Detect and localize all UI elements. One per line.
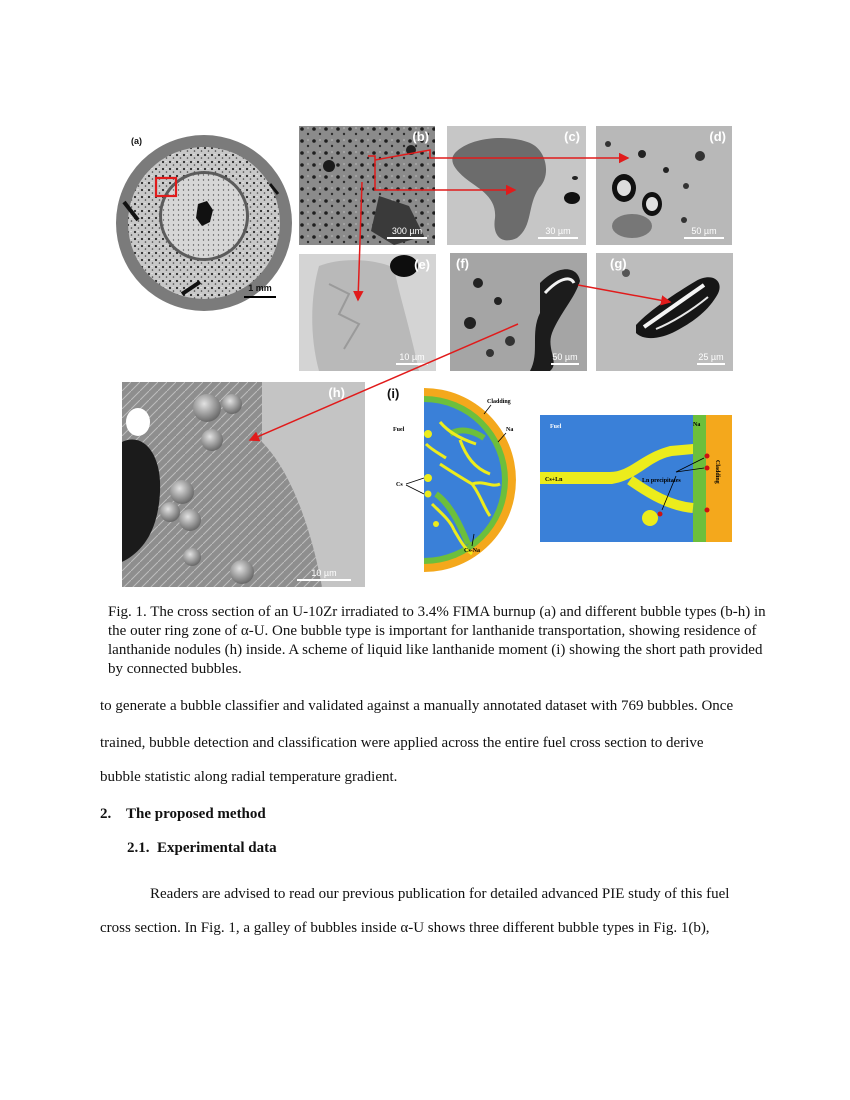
panel-a-scale-bar bbox=[244, 296, 276, 298]
body-line-3: bubble statistic along radial temperature gradient. bbox=[100, 769, 398, 785]
panel-a-scale bbox=[244, 283, 276, 298]
panel-h-label: (h) bbox=[328, 385, 345, 400]
panel-i-schematic bbox=[380, 384, 740, 576]
section-2-1-number: 2.1. bbox=[127, 840, 150, 856]
panel-g bbox=[596, 253, 733, 371]
panel-c-scale bbox=[538, 226, 578, 239]
panel-h-scale bbox=[297, 568, 351, 581]
panel-f bbox=[450, 253, 587, 371]
section-2-1-title: Experimental data bbox=[157, 840, 277, 856]
panel-c-label: (c) bbox=[564, 129, 580, 144]
panel-d-scale bbox=[684, 226, 724, 239]
panel-f-label: (f) bbox=[456, 256, 469, 271]
section-2-number: 2. bbox=[100, 806, 112, 822]
panel-b bbox=[299, 126, 435, 245]
paragraph-line-1: Readers are advised to read our previous publication for detailed advanced PIE study of this fuel bbox=[150, 886, 730, 902]
panel-c-scale-label: 30 µm bbox=[545, 226, 571, 236]
rect-ln-label: Ln precipitates bbox=[642, 478, 681, 484]
panel-c bbox=[447, 126, 586, 245]
section-2-title: The proposed method bbox=[126, 806, 266, 822]
rect-na-label: Na bbox=[693, 422, 701, 428]
semi-cladding-label: Cladding bbox=[487, 399, 511, 405]
body-line-2: trained, bubble detection and classification were applied across the entire fuel cross section to derive bbox=[100, 735, 704, 751]
panel-f-scale bbox=[551, 352, 579, 365]
paragraph-line-2: cross section. In Fig. 1, a galley of bubbles inside α-U shows three different bubble types in Fig. 1(b), bbox=[100, 920, 710, 936]
panel-a-scale-label: 1 mm bbox=[248, 283, 272, 293]
panel-b-scale bbox=[387, 226, 427, 239]
body-line-1: to generate a bubble classifier and validated against a manually annotated dataset with 769 bubbles. Once bbox=[100, 698, 734, 714]
panel-h bbox=[122, 382, 365, 587]
figure-caption: Fig. 1. The cross section of an U-10Zr irradiated to 3.4% FIMA burnup (a) and different bubble types (b-h) in the outer ring zone of α-U. One bubble type is important for lanthanide transportation, showing residence of lanthanide nodules (h) inside. A scheme of liquid like lanthanide moment (i) showing the short path provided by connected bubbles. bbox=[108, 604, 766, 677]
panel-g-scale bbox=[697, 352, 725, 365]
panel-b-scale-label: 300 µm bbox=[391, 226, 423, 236]
panel-h-scale-label: 10 µm bbox=[311, 568, 337, 578]
panel-a-label: (a) bbox=[131, 136, 142, 146]
rect-fuel-label: Fuel bbox=[550, 424, 562, 430]
rect-cladding-label: Cladding bbox=[714, 460, 720, 484]
panel-i bbox=[380, 384, 740, 576]
panel-e-scale-label: 10 µm bbox=[399, 352, 425, 362]
panel-d-label: (d) bbox=[709, 129, 726, 144]
panel-d-scale-label: 50 µm bbox=[691, 226, 717, 236]
semi-cs-label: Cs bbox=[396, 482, 403, 488]
panel-d bbox=[596, 126, 732, 245]
panel-e-label: (e) bbox=[414, 257, 430, 272]
panel-e-scale bbox=[396, 352, 428, 365]
panel-g-label: (g) bbox=[610, 256, 627, 271]
semi-csna-label: Cs-Na bbox=[464, 548, 480, 554]
panel-e bbox=[299, 254, 436, 371]
panel-g-scale-label: 25 µm bbox=[698, 352, 724, 362]
rect-na-layer bbox=[693, 415, 706, 542]
panel-b-label: (b) bbox=[412, 129, 429, 144]
rect-csln-label: Cs+Ln bbox=[545, 477, 563, 483]
panel-f-scale-label: 50 µm bbox=[552, 352, 578, 362]
panel-i-label: (i) bbox=[387, 386, 400, 401]
semi-na-label: Na bbox=[506, 427, 514, 433]
semi-fuel-label: Fuel bbox=[393, 427, 405, 433]
panel-h-image bbox=[122, 382, 365, 587]
